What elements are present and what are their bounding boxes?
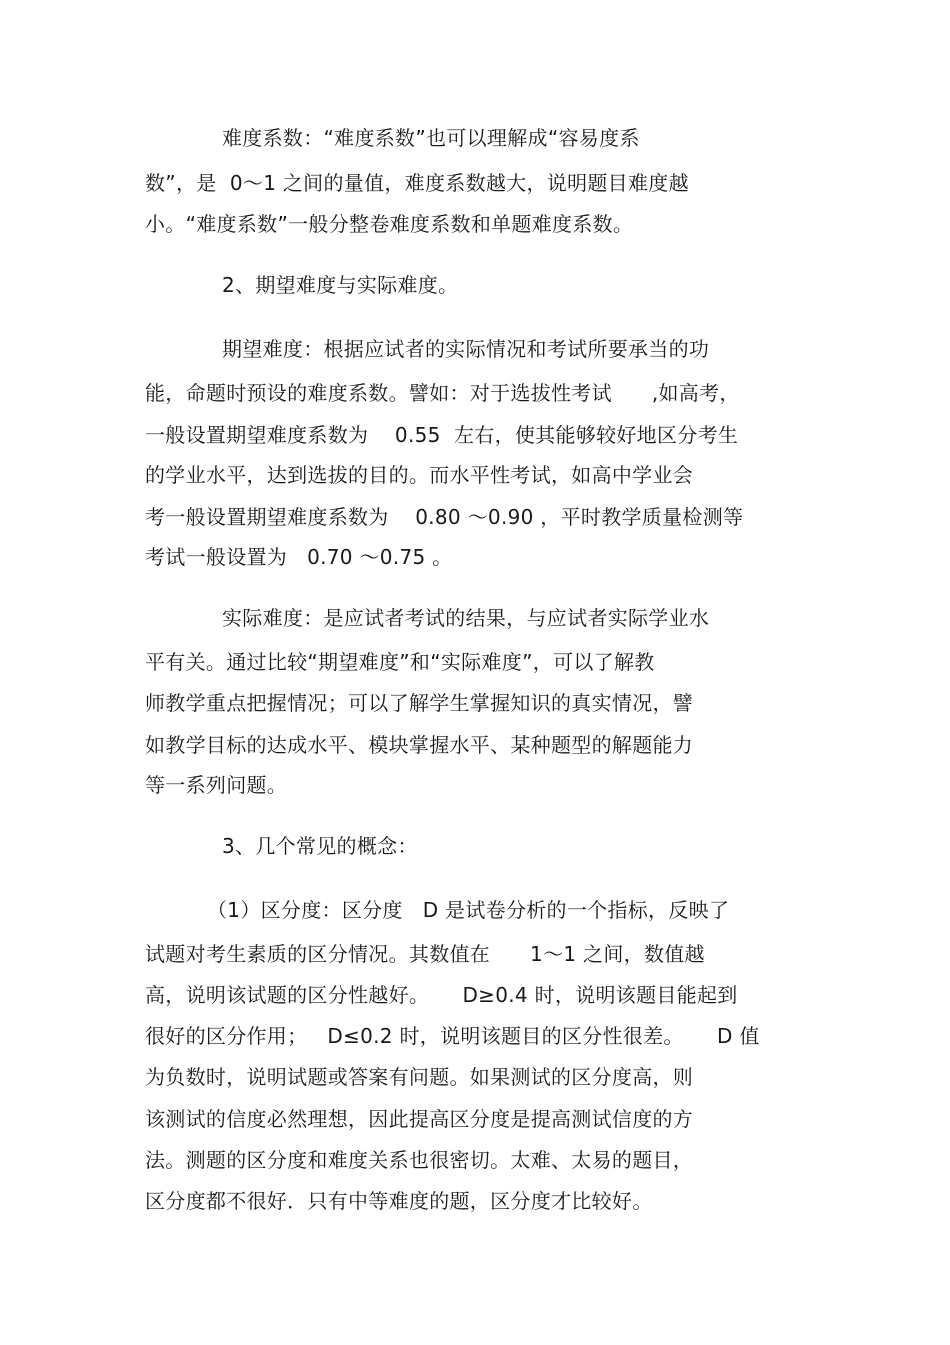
paragraph-difficulty-line-1: 难度系数：“难度系数”也可以理解成“容易度系: [222, 126, 640, 150]
paragraph-discrimination-line-7: 法。测题的区分度和难度关系也很密切。太难、太易的题目，: [145, 1148, 694, 1172]
paragraph-actual-line-4: 如教学目标的达成水平、模块掌握水平、某种题型的解题能力: [145, 733, 694, 757]
paragraph-discrimination-line-2: 试题对考生素质的区分情况。其数值在 1～1 之间，数值越: [145, 942, 705, 966]
paragraph-expected-line-1: 期望难度：根据应试者的实际情况和考试所要承当的功: [222, 337, 710, 361]
paragraph-discrimination-line-6: 该测试的信度必然理想，因此提高区分度是提高测试信度的方: [145, 1107, 694, 1131]
paragraph-discrimination-line-4: 很好的区分作用； D≤0.2 时，说明该题目的区分性很差。 D 值: [145, 1024, 760, 1048]
paragraph-expected-line-4: 的学业水平，达到选拔的目的。而水平性考试，如高中学业会: [145, 463, 694, 487]
heading-common-concepts: 3、几个常见的概念：: [222, 834, 418, 858]
paragraph-expected-line-2: 能，命题时预设的难度系数。譬如：对于选拔性考试 ,如高考，: [145, 381, 740, 405]
paragraph-actual-line-5: 等一系列问题。: [145, 773, 288, 797]
heading-expected-actual: 2、期望难度与实际难度。: [222, 273, 459, 297]
paragraph-discrimination-line-1: （1）区分度：区分度 D 是试卷分析的一个指标，反映了: [207, 898, 730, 922]
paragraph-discrimination-line-3: 高，说明该试题的区分性越好。 D≥0.4 时，说明该题目能起到: [145, 983, 738, 1007]
paragraph-difficulty-line-2: 数”，是 0～1 之间的量值，难度系数越大，说明题目难度越: [145, 171, 689, 195]
paragraph-discrimination-line-5: 为负数时，说明试题或答案有问题。如果测试的区分度高，则: [145, 1065, 694, 1089]
paragraph-actual-line-3: 师教学重点把握情况；可以了解学生掌握知识的真实情况，譬: [145, 691, 694, 715]
paragraph-discrimination-line-8: 区分度都不很好．只有中等难度的题，区分度才比较好。: [145, 1189, 653, 1213]
paragraph-expected-line-6: 考试一般设置为 0.70 ～0.75 。: [145, 545, 453, 569]
paragraph-expected-line-3: 一般设置期望难度系数为 0.55 左右，使其能够较好地区分考生: [145, 423, 739, 447]
paragraph-difficulty-line-3: 小。“难度系数”一般分整卷难度系数和单题难度系数。: [145, 212, 634, 236]
paragraph-actual-line-2: 平有关。通过比较“期望难度”和“实际难度”，可以了解教: [145, 650, 655, 674]
paragraph-expected-line-5: 考一般设置期望难度系数为 0.80 ～0.90 ，平时教学质量检测等: [145, 505, 744, 529]
paragraph-actual-line-1: 实际难度：是应试者考试的结果，与应试者实际学业水: [222, 606, 710, 630]
